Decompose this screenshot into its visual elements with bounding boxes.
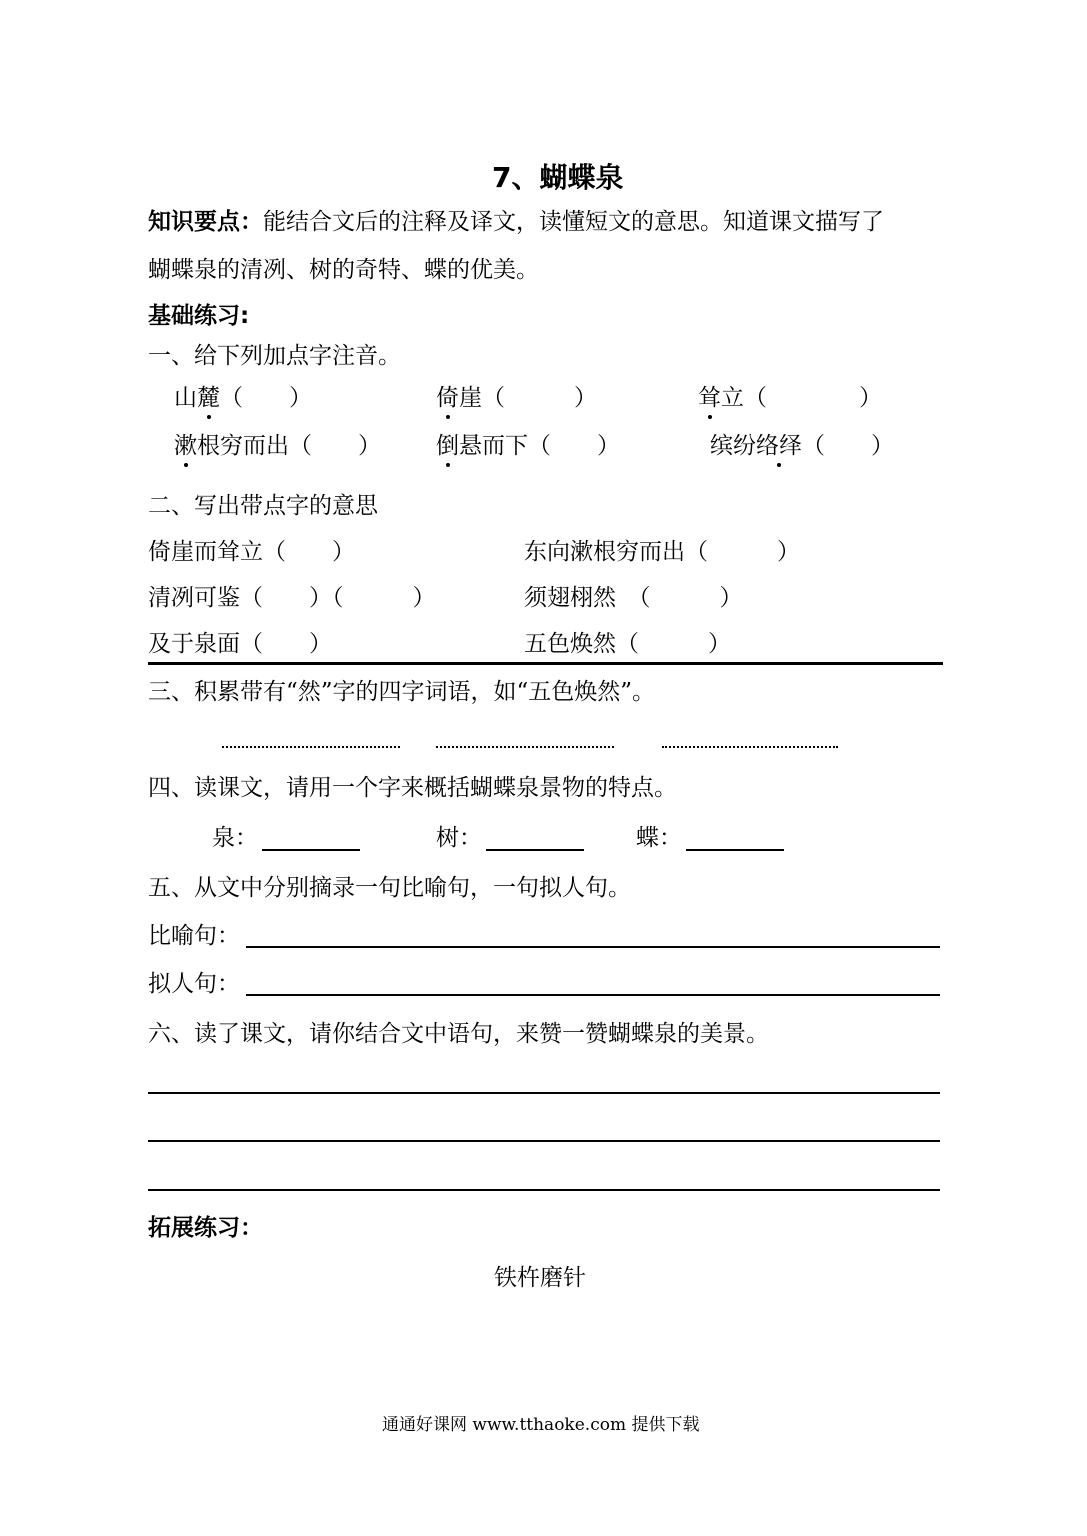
story-title: 铁杵磨针 (494, 1265, 586, 1291)
q5-personification-label: 拟人句： (148, 971, 240, 997)
page-title: 7、蝴蝶泉 (492, 161, 624, 194)
q2-item-2: 东向漱根穷而出（ ） (524, 539, 800, 565)
section-divider (148, 662, 943, 665)
q3-stem: 三、积累带有“然”字的四字词语，如“五色焕然”。 (148, 679, 656, 705)
q3-answer-line-1[interactable] (222, 746, 400, 748)
q6-answer-line-3[interactable] (148, 1189, 940, 1191)
basic-exercises-heading: 基础练习: (148, 303, 250, 329)
knowledge-text-1: 能结合文后的注释及译文，读懂短文的意思。知道课文描写了 (263, 209, 884, 235)
q2-stem: 二、写出带点字的意思 (148, 493, 378, 519)
q4-label-tree: 树： (436, 825, 482, 851)
q5-simile-label: 比喻句： (148, 923, 240, 949)
q4-answer-spring[interactable] (262, 849, 360, 851)
q4-stem: 四、读课文，请用一个字来概括蝴蝶泉景物的特点。 (148, 775, 677, 801)
q5-stem: 五、从文中分别摘录一句比喻句，一句拟人句。 (148, 875, 631, 901)
q4-label-spring: 泉： (212, 825, 258, 851)
q2-item-4: 须翅栩然 （ ） (524, 585, 743, 611)
q2-item-3: 清冽可鉴（ ）（ ） (148, 585, 436, 611)
knowledge-text-2: 蝴蝶泉的清冽、树的奇特、蝶的优美。 (148, 257, 539, 283)
q5-simile-answer-line[interactable] (246, 946, 940, 948)
q6-answer-line-2[interactable] (148, 1140, 940, 1142)
knowledge-line-1 (148, 206, 884, 238)
q4-answer-butterfly[interactable] (686, 849, 784, 851)
q1-item-2: 倚崖（ ） (436, 382, 597, 414)
q1-item-4: 漱根穷而出（ ） (174, 430, 381, 462)
footer-text: 通通好课网 www.tthaoke.com 提供下载 (382, 1415, 700, 1435)
q1-item-6: 缤纷络绎（ ） (710, 430, 894, 462)
q5-personification-answer-line[interactable] (246, 994, 940, 996)
extension-heading: 拓展练习： (148, 1215, 263, 1241)
q1-item-1: 山麓（ ） (174, 382, 312, 414)
q3-answer-line-2[interactable] (436, 746, 614, 748)
q1-stem: 一、给下列加点字注音。 (148, 343, 401, 369)
q3-answer-line-3[interactable] (662, 746, 838, 748)
q4-label-butterfly: 蝶： (636, 825, 682, 851)
q4-answer-tree[interactable] (486, 849, 584, 851)
q1-item-5: 倒悬而下（ ） (436, 430, 620, 462)
q1-item-3: 耸立（ ） (698, 382, 882, 414)
q6-stem: 六、读了课文，请你结合文中语句，来赞一赞蝴蝶泉的美景。 (148, 1021, 769, 1047)
q2-item-1: 倚崖而耸立（ ） (148, 539, 355, 565)
knowledge-label: 知识要点： (148, 209, 263, 235)
q6-answer-line-1[interactable] (148, 1092, 940, 1094)
q2-item-6: 五色焕然（ ） (524, 631, 731, 657)
q2-item-5: 及于泉面（ ） (148, 631, 332, 657)
